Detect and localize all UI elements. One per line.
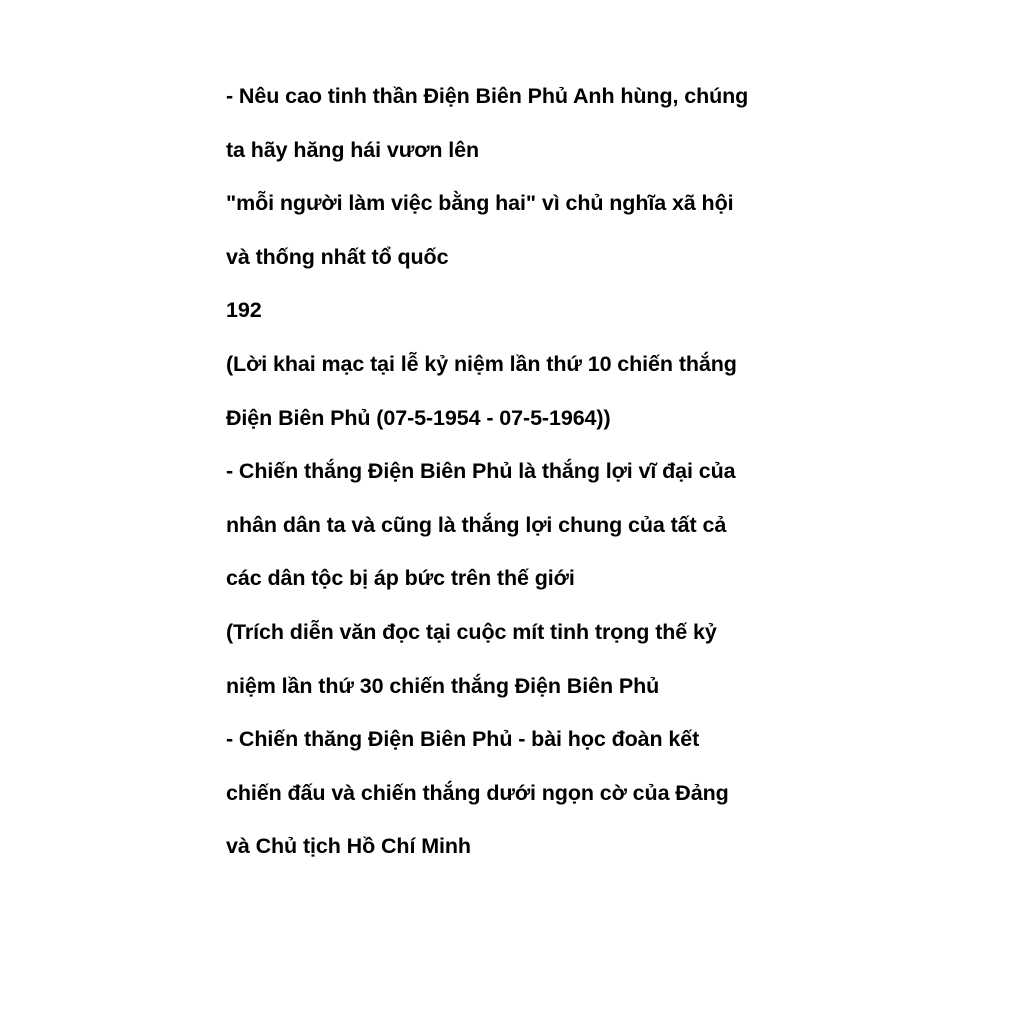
page-number: 192 [226, 298, 262, 323]
text-line: các dân tộc bị áp bức trên thế giới [226, 566, 575, 591]
text-line: - Chiến thắng Điện Biên Phủ là thắng lợi vĩ đại của [226, 459, 736, 484]
text-line: chiến đấu và chiến thắng dưới ngọn cờ của Đảng [226, 780, 729, 805]
text-line: (Lời khai mạc tại lễ kỷ niệm lần thứ 10 chiến thắng [226, 351, 737, 376]
text-line: "mỗi người làm việc bằng hai" vì chủ nghĩa xã hội [226, 191, 734, 216]
text-line: niệm lần thứ 30 chiến thắng Điện Biên Phủ [226, 673, 660, 698]
text-line: và thống nhất tổ quốc [226, 244, 449, 269]
text-line: nhân dân ta và cũng là thắng lợi chung của tất cả [226, 512, 727, 537]
text-line: - Chiến thăng Điện Biên Phủ - bài học đoàn kết [226, 727, 700, 752]
text-line: - Nêu cao tinh thần Điện Biên Phủ Anh hùng, chúng [226, 84, 749, 108]
document-text-block [226, 70, 926, 874]
text-line: ta hãy hăng hái vươn lên [226, 137, 480, 162]
text-line: và Chủ tịch Hồ Chí Minh [226, 834, 471, 859]
text-line: Điện Biên Phủ (07-5-1954 - 07-5-1964)) [226, 405, 611, 430]
text-line: (Trích diễn văn đọc tại cuộc mít tinh trọng thế kỷ [226, 619, 717, 644]
